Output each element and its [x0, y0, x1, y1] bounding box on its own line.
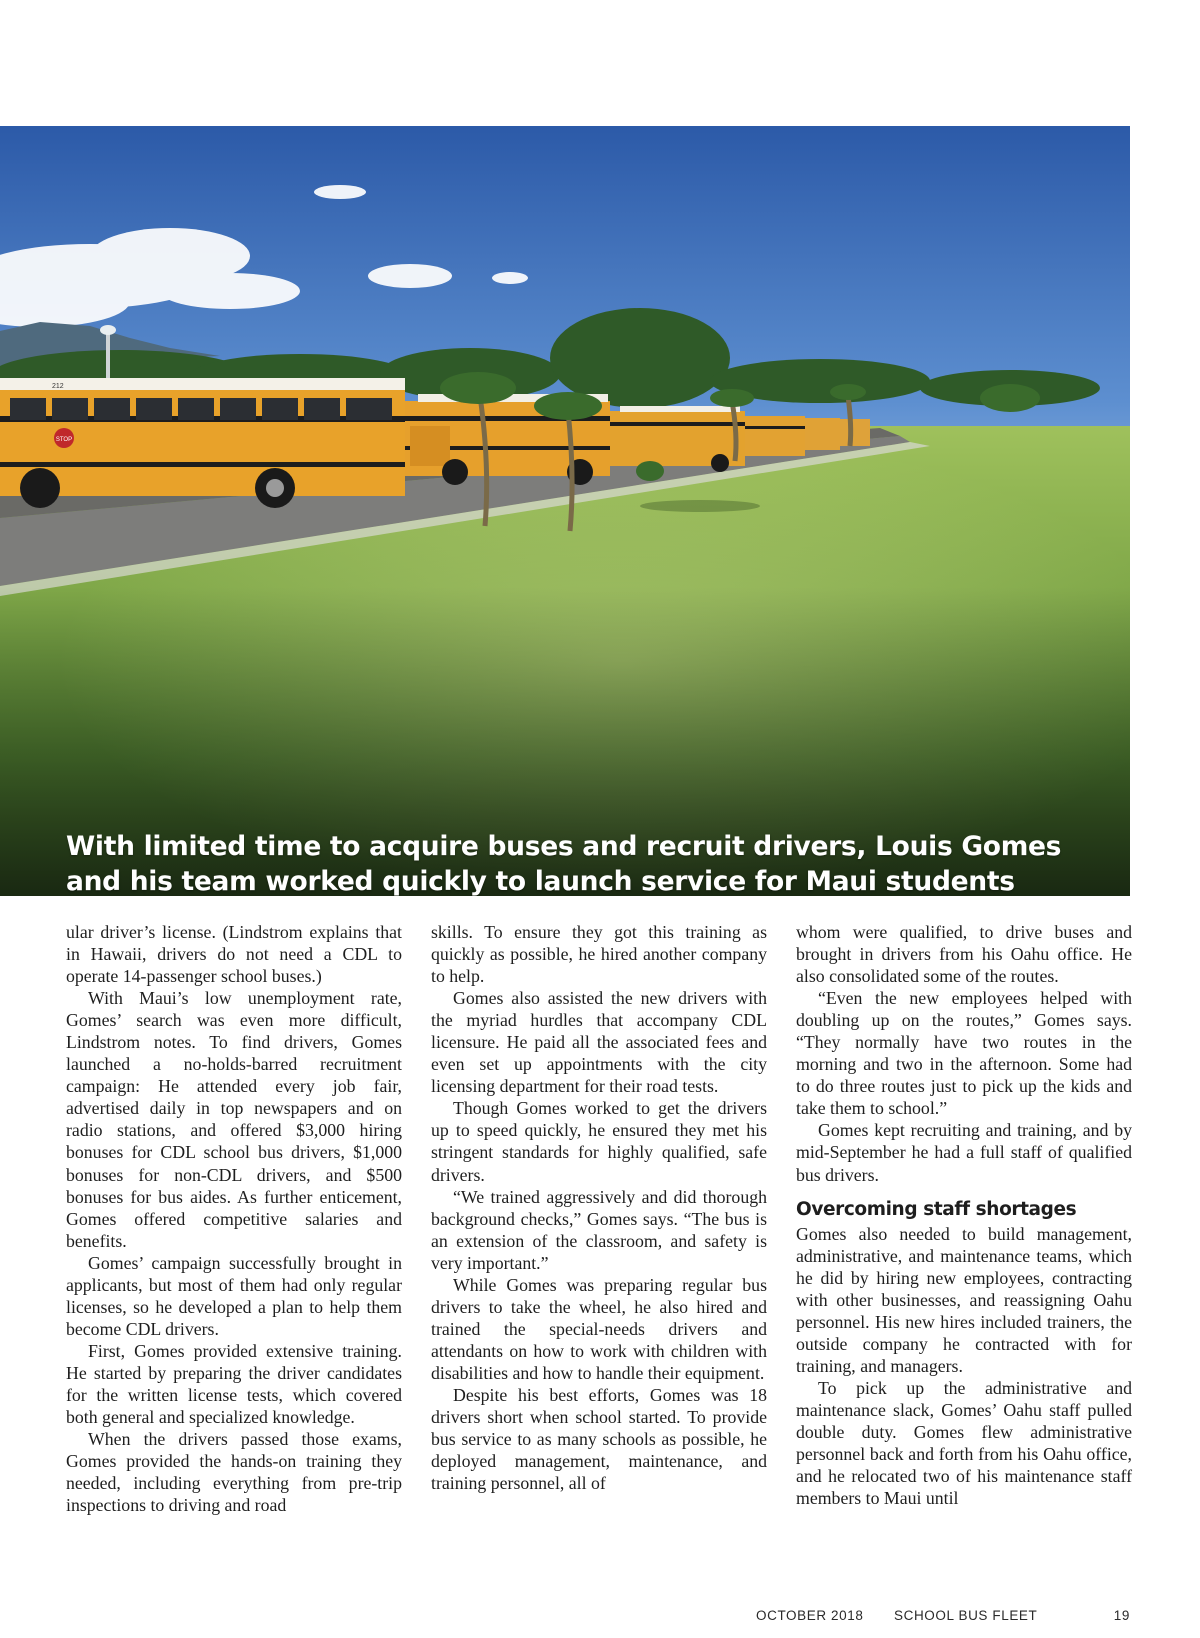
hero-photo	[0, 126, 1130, 896]
paragraph: whom were qualified, to drive buses and brought in drivers from his Oahu office. He also consolidated some of the routes.	[796, 922, 1132, 987]
paragraph: Gomes’ campaign successfully brought in applicants, but most of them had only regular licenses, so he developed a plan to help them become CDL drivers.	[66, 1252, 402, 1339]
article-column-1	[66, 921, 402, 1516]
paragraph: While Gomes was preparing regular bus drivers to take the wheel, he also hired and trained the special-needs drivers and attendants on how to work with children with disabilities and how to handle their equipment.	[431, 1274, 767, 1383]
issue-date: OCTOBER 2018	[756, 1608, 864, 1623]
section-subhead: Overcoming staff shortages	[796, 1198, 1077, 1220]
paragraph: To pick up the administrative and maintenance slack, Gomes’ Oahu staff pulled double duty. Gomes flew administrative personnel back and forth from his Oahu office, and he relocated two of his maintenance staff members to Maui until	[796, 1377, 1132, 1509]
article-column-3	[796, 921, 1132, 1509]
page-number: 19	[1113, 1608, 1130, 1623]
paragraph: Though Gomes worked to get the drivers up to speed quickly, he ensured they met his stringent standards for highly qualified, safe drivers.	[431, 1098, 767, 1185]
article-deck: With limited time to acquire buses and recruit drivers, Louis Gomes and his team worked quickly to launch service for Maui students	[66, 831, 1062, 896]
bus-number: 212	[52, 383, 64, 390]
magazine-name: SCHOOL BUS FLEET	[894, 1608, 1038, 1623]
paragraph: When the drivers passed those exams, Gomes provided the hands-on training they needed, including everything from pre-trip inspections to driving and road	[66, 1429, 402, 1516]
stop-sign: STOP	[55, 437, 73, 443]
paragraph: Despite his best efforts, Gomes was 18 drivers short when school started. To provide bus service to as many schools as possible, he deployed management, maintenance, and training personnel, all of	[431, 1384, 767, 1494]
school-buses-photo-illustration	[0, 126, 1130, 896]
paragraph: Gomes also assisted the new drivers with the myriad hurdles that accompany CDL licensure. He paid all the associated fees and even set up appointments with the city licensing department for their road tests.	[431, 988, 767, 1097]
paragraph: First, Gomes provided extensive training. He started by preparing the driver candidates for the written license tests, which covered both general and specialized knowledge.	[66, 1340, 402, 1428]
article-column-2	[431, 921, 767, 1494]
paragraph: ular driver’s license. (Lindstrom explains that in Hawaii, drivers do not need a CDL to operate 14-passenger school buses.)	[66, 922, 402, 987]
paragraph: With Maui’s low unemployment rate, Gomes’ search was even more difficult, Lindstrom notes. To find drivers, Gomes launched a no-holds-barred recruitment campaign: He attended every job fair, advertised daily in top newspapers and on radio stations, and offered $3,000 hiring bonuses for CDL school bus drivers, $1,000 bonuses for non-CDL drivers, and $500 bonuses for bus aides. As further enticement, Gomes offered competitive salaries and benefits.	[66, 988, 402, 1251]
paragraph: “Even the new employees helped with doubling up on the routes,” Gomes says. “They normally have two routes in the morning and two in the afternoon. Some had to do three routes just to pick up the kids and take them to school.”	[796, 988, 1132, 1119]
paragraph: Gomes kept recruiting and training, and by mid-September he had a full staff of qualified bus drivers.	[796, 1120, 1132, 1185]
paragraph: “We trained aggressively and did thorough background checks,” Gomes says. “The bus is an extension of the classroom, and safety is very important.”	[431, 1186, 767, 1273]
paragraph: skills. To ensure they got this training as quickly as possible, he hired another company to help.	[431, 922, 767, 987]
paragraph: Gomes also needed to build management, administrative, and maintenance teams, which he did by hiring new employees, contracting with other businesses, and reassigning Oahu personnel. His new hires included trainers, the outside company he contracted with for training, and managers.	[796, 1223, 1132, 1376]
